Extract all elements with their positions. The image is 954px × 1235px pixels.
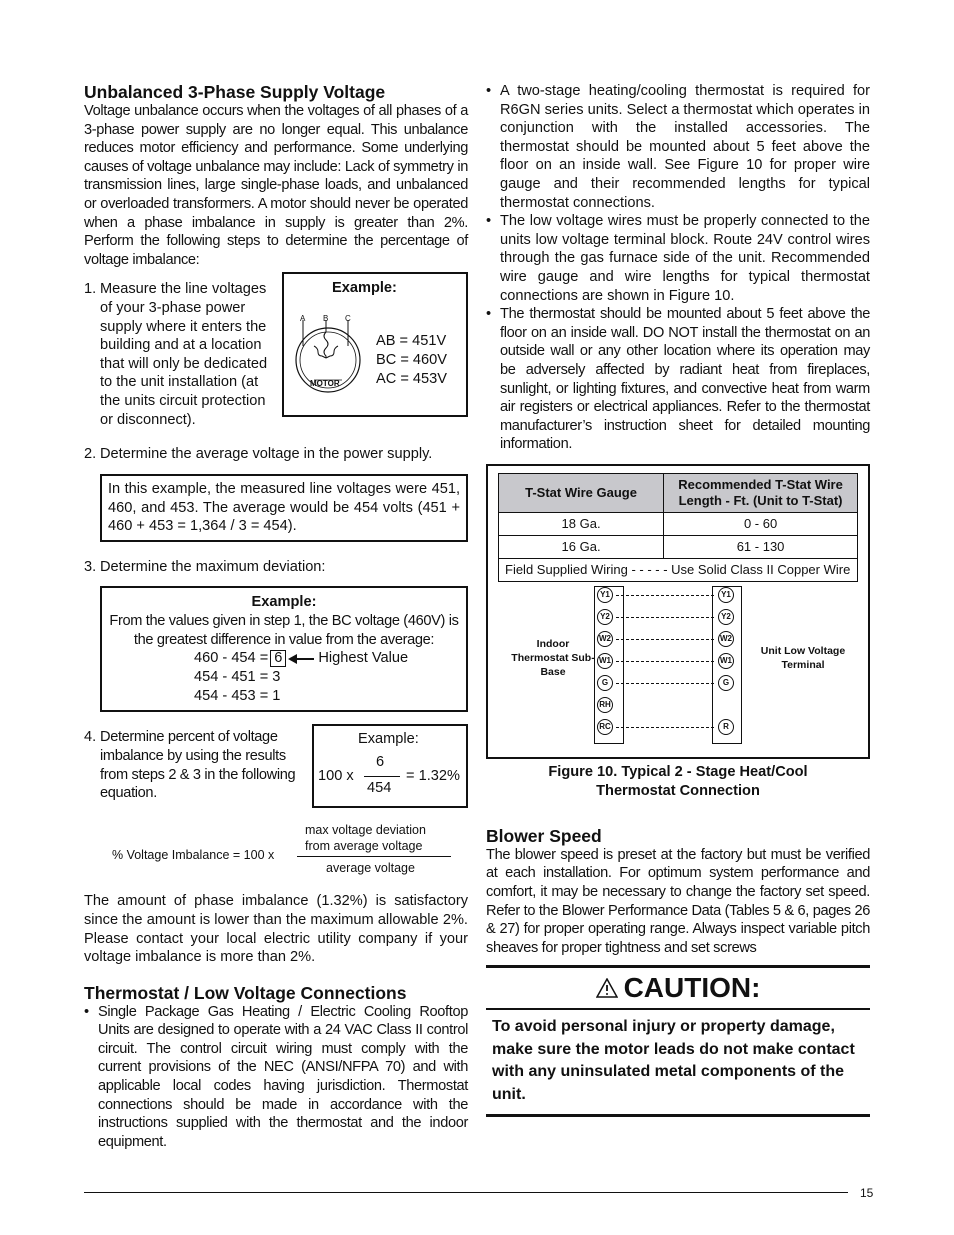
thermostat-terminal-w2: W2 — [597, 631, 613, 647]
highest-value-box: 6 — [270, 650, 286, 667]
example-2-text: In this example, the measured line voltages were 451, 460, and 453. The average would be 454 volts (451 + 460 + 453 = 1,364 / 3 = 454). — [108, 480, 460, 535]
example-2-box — [100, 474, 468, 542]
example-1-box — [282, 272, 468, 417]
left-column — [84, 82, 468, 1151]
example-4-numerator: 6 — [376, 754, 385, 771]
example-1-values — [376, 332, 447, 388]
phase-b-label: B — [323, 314, 329, 324]
unit-terminal-y2: Y2 — [718, 609, 734, 625]
thermostat-terminal-y2: Y2 — [597, 609, 613, 625]
example-4-fraction-line — [364, 776, 400, 777]
thermostat-terminal-y1: Y1 — [597, 587, 613, 603]
table-header-length: Recommended T-Stat Wire Length - Ft. (Unit to T-Stat) — [664, 473, 858, 512]
step-2 — [84, 445, 468, 464]
thermostat-terminal-g: G — [597, 675, 613, 691]
thermostat-heading: Thermostat / Low Voltage Connections — [84, 982, 407, 1003]
wiring-diagram — [498, 582, 858, 752]
table-row — [499, 535, 858, 558]
step-4-number: 4. — [84, 729, 97, 746]
indoor-thermostat-label: Indoor Thermostat Sub-Base — [511, 637, 595, 678]
caution-block — [486, 965, 870, 1117]
table-header-row — [499, 473, 858, 512]
table-footer: Field Supplied Wiring - - - - - Use Solid Class II Copper Wire — [499, 558, 858, 581]
formula-fraction-line — [297, 856, 451, 857]
unit-terminal-w2: W2 — [718, 631, 734, 647]
step-4-item — [84, 728, 306, 802]
right-column — [486, 82, 870, 1117]
right-bullet-1: • A two-stage heating/cooling thermostat is required for R6GN series units. Select a thermostat which operates in conjunction with the installed accessories. The thermostat should be mounted about 5 feet above the floor on an inside wall. See Figure 10 for proper wire gauge and their recommended lengths for typical thermostat connections. — [486, 82, 870, 212]
footer-rule — [84, 1192, 848, 1193]
step-1-item — [84, 280, 274, 429]
blower-text: The blower speed is preset at the factory but must be verified at each installation. For optimum system performance and comfort, it may be necessary to change the factory set speed. Refer to the Blower Performance Data (Tables 5 & 6, pages 26 & 27) for proper operating range. Always inspect variable pitch sheaves for proper tightness and set screws — [486, 846, 870, 956]
example-3-title: Example: — [251, 594, 317, 611]
imbalance-conclusion: The amount of phase imbalance (1.32%) is satisfactory since the amount is lower than the maximum allowable 2%. Please contact your local electric utility company if your voltage imbalance is more than 2%. — [84, 893, 468, 966]
imbalance-formula — [84, 822, 468, 880]
thermostat-bullets — [84, 1003, 468, 1152]
table-row — [499, 512, 858, 535]
wire-y1 — [616, 595, 714, 596]
warning-icon — [596, 978, 618, 998]
unit-terminal-y1: Y1 — [718, 587, 734, 603]
formula-numerator — [305, 822, 426, 854]
arrow-left-icon — [288, 654, 314, 664]
step-3 — [84, 558, 468, 577]
caution-text: To avoid personal injury or property damage, make sure the motor leads do not make contact with any uninsulated metal components of the unit. — [492, 1018, 855, 1103]
step-1-number: 1. — [84, 281, 97, 298]
example-4-prefix: 100 x — [318, 768, 354, 785]
figure-10-box — [486, 464, 870, 759]
wire-g — [616, 683, 714, 684]
caution-title: CAUTION: — [623, 972, 761, 1004]
unit-terminal-w1: W1 — [718, 653, 734, 669]
example-1-title: Example: — [332, 280, 397, 297]
table-cell: 61 - 130 — [664, 535, 858, 558]
right-bullet-2: • The low voltage wires must be properly connected to the units low voltage terminal block. Route 24V control wires through the gas furnace side of the unit. Recommended wire gauge and wire lengths for typical thermostat connections are shown in Figure 10. — [486, 212, 870, 305]
line1-prefix: 460 - 454 = — [194, 650, 269, 667]
unit-terminal-g: G — [718, 675, 734, 691]
caution-header — [486, 968, 870, 1010]
step-1-text: Measure the line voltages of your 3-phase power supply where it enters the building and at a location that will only be dedicated to the unit installation (at the units circuit protection or disconnect). — [100, 281, 268, 428]
deviation-line-3: 454 - 453 = 1 — [194, 687, 281, 704]
motor-label: MOTOR — [310, 379, 340, 389]
unbalanced-intro: Voltage unbalance occurs when the voltages of all phases of a 3-phase power supply are no longer equal. This unbalance reduces motor efficiency and performance. Some underlying causes of voltage unbalance may include: Lack of symmetry in transmission lines, large single-phase loads, and unbalanced or overloaded transformers. A motor should never be operated when a phase imbalance in supply is greater than 2%. Perform the following steps to determine the percentage of voltage imbalance: — [84, 103, 468, 268]
ab-voltage: AB = 451V — [376, 333, 447, 350]
unit-terminal-label: Unit Low Voltage Terminal — [760, 644, 846, 671]
wire-r — [616, 727, 714, 728]
example-4-denominator: 454 — [367, 780, 392, 797]
highest-value-note: Highest Value — [318, 650, 409, 667]
deviation-line-2: 454 - 451 = 3 — [194, 668, 281, 685]
formula-numerator-line-1: max voltage deviation — [305, 823, 426, 838]
figure-caption-line-2: Thermostat Connection — [596, 782, 760, 799]
page-number: 15 — [860, 1186, 874, 1200]
step-1 — [84, 280, 468, 445]
figure-caption-line-1: Figure 10. Typical 2 - Stage Heat/Cool — [548, 763, 808, 780]
right-bullet-3: • The thermostat should be mounted about 5 feet above the floor on an inside wall. DO NOT install the thermostat on an outside wall or any other location where its operation may be adversely affected by radiant heat from fireplaces, sunlight, or lighting fixtures, and convective heat from warm air registers or electrical appliances. Refer to the thermostat manufacturer’s instruction sheet for detailed mounting information. — [486, 305, 870, 454]
table-cell: 0 - 60 — [664, 512, 858, 535]
example-3-text: From the values given in step 1, the BC voltage (460V) is the greatest difference in value from the average: — [109, 612, 459, 648]
example-4-box — [312, 724, 468, 808]
bc-voltage: BC = 460V — [376, 351, 447, 368]
deviation-line-1 — [194, 649, 408, 668]
table-header-gauge: T-Stat Wire Gauge — [499, 473, 664, 512]
thermostat-terminal-w1: W1 — [597, 653, 613, 669]
example-3-box — [100, 586, 468, 712]
wire-y2 — [616, 617, 714, 618]
wire-w1 — [616, 661, 714, 662]
unit-terminal-r: R — [718, 719, 734, 735]
ac-voltage: AC = 453V — [376, 370, 447, 387]
step-3-number: 3. — [84, 558, 97, 575]
example-4-result: = 1.32% — [406, 768, 460, 785]
formula-denominator: average voltage — [326, 861, 415, 876]
unbalanced-heading: Unbalanced 3-Phase Supply Voltage — [84, 82, 386, 102]
blower-heading: Blower Speed — [486, 825, 602, 846]
table-footer-row — [499, 558, 858, 581]
thermostat-terminal-rc: RC — [597, 719, 613, 735]
step-3-text: Determine the maximum deviation: — [100, 558, 326, 575]
step-2-number: 2. — [84, 446, 97, 463]
right-bullets — [486, 82, 870, 454]
thermostat-terminal-rh: RH — [597, 697, 613, 713]
phase-a-label: A — [300, 314, 306, 324]
example-4-title: Example: — [358, 731, 419, 748]
wire-w2 — [616, 639, 714, 640]
table-cell: 18 Ga. — [499, 512, 664, 535]
deviation-lines — [194, 649, 408, 705]
step-4-text: Determine percent of voltage imbalance by using the results from steps 2 & 3 in the following equation. — [100, 729, 296, 802]
thermostat-bullet-1: • Single Package Gas Heating / Electric Cooling Rooftop Units are designed to operate with a 24 VAC Class II control circuit. The control circuit wiring must comply with the current provisions of the NEC (ANSI/NFPA 70) and with applicable local codes having jurisdiction. Thermostat connections should be made in accordance with the instructions supplied with the thermostat and the indoor equipment. — [84, 1003, 468, 1152]
formula-lhs: % Voltage Imbalance = 100 x — [112, 848, 275, 863]
step-4 — [84, 728, 468, 818]
wire-gauge-table — [498, 473, 858, 582]
phase-c-label: C — [345, 314, 351, 324]
table-cell: 16 Ga. — [499, 535, 664, 558]
figure-10-caption — [486, 763, 870, 801]
step-2-text: Determine the average voltage in the power supply. — [100, 446, 433, 463]
formula-numerator-line-2: from average voltage — [305, 839, 423, 854]
